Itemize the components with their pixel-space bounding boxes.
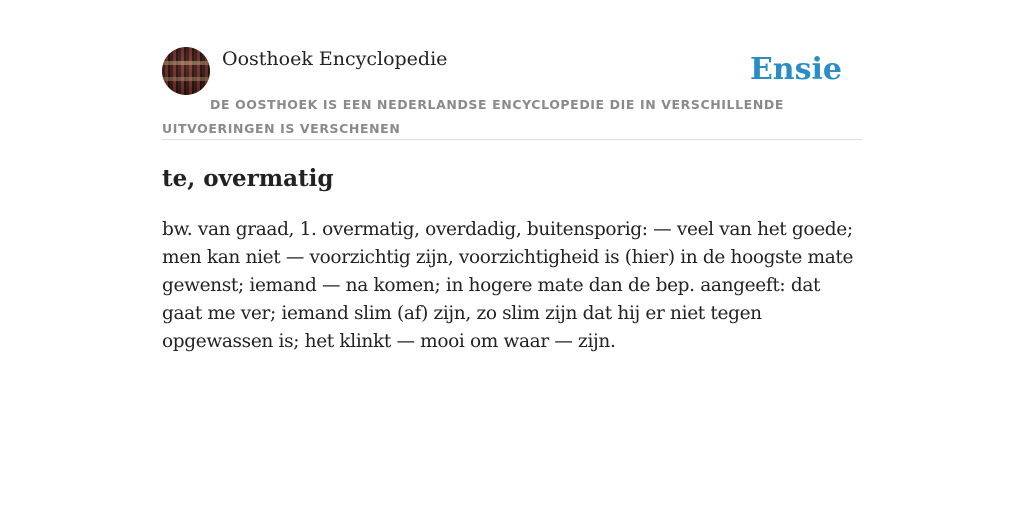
header-divider — [162, 139, 862, 140]
site-name-link[interactable]: Oosthoek Encyclopedie — [222, 48, 448, 70]
site-tagline: DE OOSTHOEK IS EEN NEDERLANDSE ENCYCLOPEDIE DIE IN VERSCHILLENDE UITVOERINGEN IS VERSCHENEN — [162, 97, 784, 136]
ensie-logo-link[interactable]: Ensie — [749, 52, 842, 87]
entry-definition: bw. van graad, 1. overmatig, overdadig, buitensporig: — veel van het goede; men kan niet — voorzichtig zijn, voorzichtigheid is (hier) in de hoogste mate gewenst; iemand — na komen; in hogere mate dan de bep. aangeeft: dat gaat me ver; iemand slim (af) zijn, zo slim zijn dat hij er niet tegen opgewassen is; het klinkt — mooi om waar — zijn. — [162, 219, 854, 352]
site-header — [162, 46, 862, 140]
encyclopedia-books-icon[interactable] — [162, 47, 210, 95]
entry-title: te, overmatig — [162, 165, 334, 192]
